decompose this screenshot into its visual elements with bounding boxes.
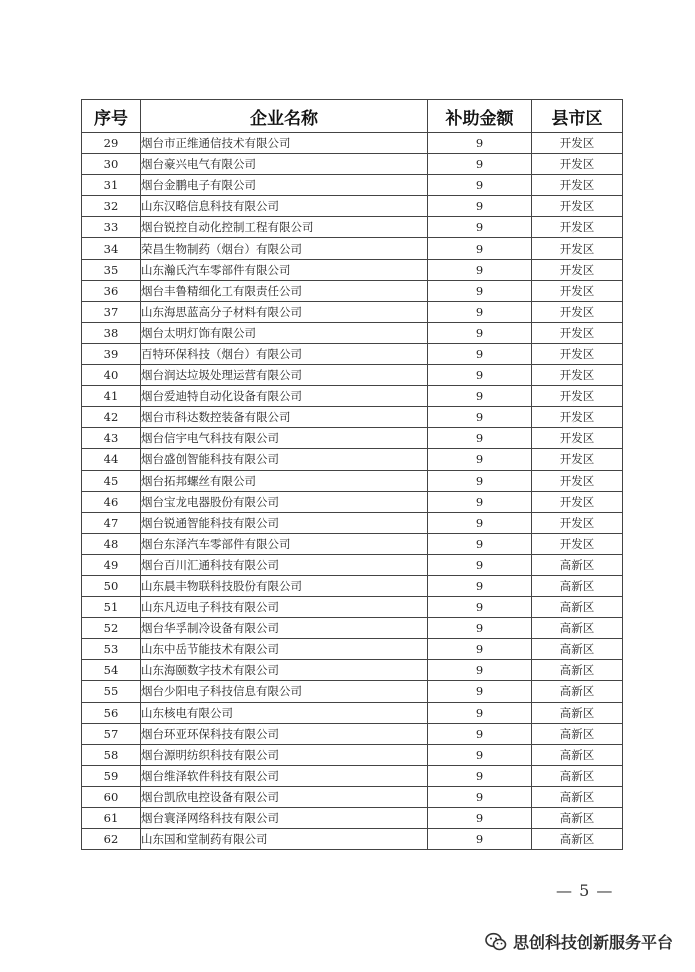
table-row (82, 681, 623, 702)
row-company-name: 烟台市正维通信技术有限公司 (141, 133, 428, 154)
row-subsidy-amount: 9 (428, 618, 532, 639)
row-district: 开发区 (532, 217, 623, 238)
table-row (82, 428, 623, 449)
row-index: 40 (82, 365, 141, 386)
row-subsidy-amount: 9 (428, 786, 532, 807)
row-index: 55 (82, 681, 141, 702)
row-district: 高新区 (532, 702, 623, 723)
row-index: 41 (82, 386, 141, 407)
row-company-name: 烟台百川汇通科技有限公司 (141, 554, 428, 575)
row-district: 高新区 (532, 639, 623, 660)
row-district: 开发区 (532, 301, 623, 322)
row-company-name: 烟台环亚环保科技有限公司 (141, 723, 428, 744)
row-subsidy-amount: 9 (428, 744, 532, 765)
watermark (485, 930, 673, 953)
row-index: 34 (82, 238, 141, 259)
table-row (82, 343, 623, 364)
row-company-name: 烟台宝龙电器股份有限公司 (141, 491, 428, 512)
row-company-name: 烟台锐控自动化控制工程有限公司 (141, 217, 428, 238)
row-company-name: 山东核电有限公司 (141, 702, 428, 723)
row-index: 49 (82, 554, 141, 575)
row-company-name: 烟台市科达数控装备有限公司 (141, 407, 428, 428)
row-company-name: 烟台润达垃圾处理运营有限公司 (141, 365, 428, 386)
row-district: 开发区 (532, 133, 623, 154)
row-index: 37 (82, 301, 141, 322)
row-district: 开发区 (532, 470, 623, 491)
table-row (82, 196, 623, 217)
row-district: 高新区 (532, 808, 623, 829)
table-row (82, 280, 623, 301)
table-row (82, 554, 623, 575)
row-index: 51 (82, 597, 141, 618)
table-row (82, 808, 623, 829)
row-company-name: 烟台金鹏电子有限公司 (141, 175, 428, 196)
row-subsidy-amount: 9 (428, 723, 532, 744)
row-subsidy-amount: 9 (428, 512, 532, 533)
table-row (82, 470, 623, 491)
row-company-name: 烟台锐通智能科技有限公司 (141, 512, 428, 533)
row-index: 31 (82, 175, 141, 196)
row-index: 56 (82, 702, 141, 723)
row-company-name: 山东凡迈电子科技有限公司 (141, 597, 428, 618)
row-subsidy-amount: 9 (428, 575, 532, 596)
row-company-name: 烟台少阳电子科技信息有限公司 (141, 681, 428, 702)
table-row (82, 744, 623, 765)
row-company-name: 烟台维泽软件科技有限公司 (141, 765, 428, 786)
row-district: 开发区 (532, 322, 623, 343)
row-district: 高新区 (532, 681, 623, 702)
table-row (82, 407, 623, 428)
row-district: 高新区 (532, 597, 623, 618)
row-index: 44 (82, 449, 141, 470)
row-subsidy-amount: 9 (428, 238, 532, 259)
table-row (82, 702, 623, 723)
row-index: 35 (82, 259, 141, 280)
page-number: — 5 — (556, 881, 614, 900)
row-district: 开发区 (532, 343, 623, 364)
row-subsidy-amount: 9 (428, 196, 532, 217)
row-company-name: 山东海颐数字技术有限公司 (141, 660, 428, 681)
row-district: 高新区 (532, 618, 623, 639)
row-subsidy-amount: 9 (428, 133, 532, 154)
row-index: 50 (82, 575, 141, 596)
row-subsidy-amount: 9 (428, 259, 532, 280)
row-district: 开发区 (532, 259, 623, 280)
row-subsidy-amount: 9 (428, 491, 532, 512)
row-subsidy-amount: 9 (428, 407, 532, 428)
row-district: 开发区 (532, 365, 623, 386)
row-subsidy-amount: 9 (428, 322, 532, 343)
table-row (82, 322, 623, 343)
row-district: 高新区 (532, 765, 623, 786)
row-subsidy-amount: 9 (428, 681, 532, 702)
row-subsidy-amount: 9 (428, 154, 532, 175)
table-row (82, 639, 623, 660)
row-company-name: 山东海思蓝高分子材料有限公司 (141, 301, 428, 322)
row-district: 开发区 (532, 428, 623, 449)
table-row (82, 786, 623, 807)
row-district: 开发区 (532, 175, 623, 196)
table-row (82, 491, 623, 512)
table-row (82, 133, 623, 154)
table-row (82, 597, 623, 618)
row-index: 58 (82, 744, 141, 765)
row-company-name: 百特环保科技（烟台）有限公司 (141, 343, 428, 364)
table-header-row (82, 100, 623, 133)
row-index: 36 (82, 280, 141, 301)
row-subsidy-amount: 9 (428, 428, 532, 449)
row-index: 39 (82, 343, 141, 364)
row-company-name: 烟台豪兴电气有限公司 (141, 154, 428, 175)
row-index: 42 (82, 407, 141, 428)
watermark-text: 思创科技创新服务平台 (512, 933, 673, 952)
row-district: 高新区 (532, 660, 623, 681)
row-index: 54 (82, 660, 141, 681)
header-subsidy-amount: 补助金额 (428, 100, 532, 133)
table-row (82, 365, 623, 386)
row-subsidy-amount: 9 (428, 765, 532, 786)
row-index: 33 (82, 217, 141, 238)
row-subsidy-amount: 9 (428, 660, 532, 681)
row-company-name: 山东汉略信息科技有限公司 (141, 196, 428, 217)
row-company-name: 烟台丰鲁精细化工有限责任公司 (141, 280, 428, 301)
row-district: 高新区 (532, 744, 623, 765)
row-index: 43 (82, 428, 141, 449)
row-company-name: 烟台盛创智能科技有限公司 (141, 449, 428, 470)
row-district: 开发区 (532, 407, 623, 428)
row-company-name: 烟台华孚制冷设备有限公司 (141, 618, 428, 639)
table-row (82, 829, 623, 850)
row-company-name: 烟台信宇电气科技有限公司 (141, 428, 428, 449)
row-index: 32 (82, 196, 141, 217)
row-subsidy-amount: 9 (428, 702, 532, 723)
row-company-name: 烟台爱迪特自动化设备有限公司 (141, 386, 428, 407)
row-subsidy-amount: 9 (428, 533, 532, 554)
row-index: 47 (82, 512, 141, 533)
row-company-name: 荣昌生物制药（烟台）有限公司 (141, 238, 428, 259)
row-district: 开发区 (532, 533, 623, 554)
row-index: 60 (82, 786, 141, 807)
table-row (82, 301, 623, 322)
table-body (82, 133, 623, 850)
row-index: 61 (82, 808, 141, 829)
row-subsidy-amount: 9 (428, 301, 532, 322)
row-subsidy-amount: 9 (428, 829, 532, 850)
row-index: 48 (82, 533, 141, 554)
row-company-name: 山东晨丰物联科技股份有限公司 (141, 575, 428, 596)
row-district: 开发区 (532, 196, 623, 217)
table-row (82, 259, 623, 280)
table-row (82, 618, 623, 639)
table-row (82, 154, 623, 175)
row-district: 开发区 (532, 449, 623, 470)
table-row (82, 765, 623, 786)
table-row (82, 575, 623, 596)
table-row (82, 723, 623, 744)
row-subsidy-amount: 9 (428, 386, 532, 407)
table-row (82, 175, 623, 196)
row-company-name: 烟台东泽汽车零部件有限公司 (141, 533, 428, 554)
row-subsidy-amount: 9 (428, 217, 532, 238)
row-subsidy-amount: 9 (428, 343, 532, 364)
row-subsidy-amount: 9 (428, 597, 532, 618)
row-index: 46 (82, 491, 141, 512)
row-district: 高新区 (532, 575, 623, 596)
row-company-name: 烟台拓邦螺丝有限公司 (141, 470, 428, 491)
table-row (82, 533, 623, 554)
row-company-name: 烟台寰泽网络科技有限公司 (141, 808, 428, 829)
row-subsidy-amount: 9 (428, 365, 532, 386)
row-district: 开发区 (532, 491, 623, 512)
row-index: 29 (82, 133, 141, 154)
row-district: 开发区 (532, 512, 623, 533)
row-subsidy-amount: 9 (428, 470, 532, 491)
row-subsidy-amount: 9 (428, 639, 532, 660)
row-subsidy-amount: 9 (428, 175, 532, 196)
row-index: 59 (82, 765, 141, 786)
row-index: 53 (82, 639, 141, 660)
row-company-name: 烟台源明纺织科技有限公司 (141, 744, 428, 765)
row-company-name: 山东中岳节能技术有限公司 (141, 639, 428, 660)
row-company-name: 烟台凯欣电控设备有限公司 (141, 786, 428, 807)
subsidy-table (81, 99, 623, 850)
row-subsidy-amount: 9 (428, 554, 532, 575)
row-index: 38 (82, 322, 141, 343)
table-row (82, 449, 623, 470)
row-subsidy-amount: 9 (428, 449, 532, 470)
row-index: 30 (82, 154, 141, 175)
table-row (82, 217, 623, 238)
row-district: 高新区 (532, 829, 623, 850)
row-index: 57 (82, 723, 141, 744)
header-company-name: 企业名称 (141, 100, 428, 133)
row-district: 高新区 (532, 786, 623, 807)
table-row (82, 512, 623, 533)
header-index: 序号 (82, 100, 141, 133)
row-company-name: 山东瀚氏汽车零部件有限公司 (141, 259, 428, 280)
wechat-icon (485, 932, 507, 952)
row-index: 62 (82, 829, 141, 850)
row-index: 45 (82, 470, 141, 491)
row-company-name: 山东国和堂制药有限公司 (141, 829, 428, 850)
row-district: 高新区 (532, 554, 623, 575)
row-district: 开发区 (532, 238, 623, 259)
header-district: 县市区 (532, 100, 623, 133)
row-district: 开发区 (532, 154, 623, 175)
table-row (82, 238, 623, 259)
row-district: 开发区 (532, 386, 623, 407)
row-district: 高新区 (532, 723, 623, 744)
row-subsidy-amount: 9 (428, 808, 532, 829)
row-subsidy-amount: 9 (428, 280, 532, 301)
row-company-name: 烟台太明灯饰有限公司 (141, 322, 428, 343)
table-row (82, 660, 623, 681)
row-index: 52 (82, 618, 141, 639)
table-row (82, 386, 623, 407)
row-district: 开发区 (532, 280, 623, 301)
